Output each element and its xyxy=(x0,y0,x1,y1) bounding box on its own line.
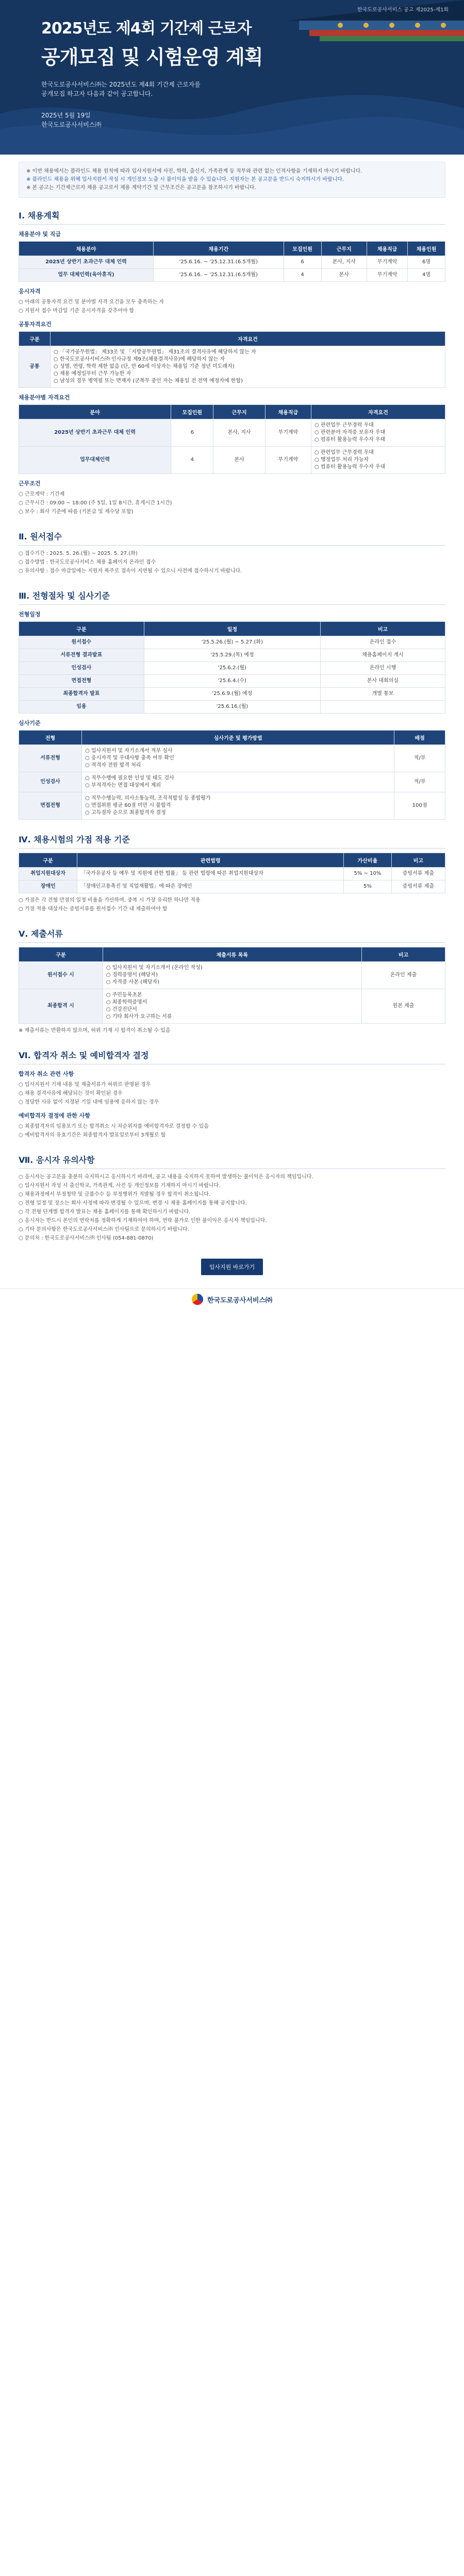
table-cell: 무기계약 xyxy=(265,419,311,447)
documents-note: ※ 제출서류는 반환하지 않으며, 허위 기재 시 합격이 취소될 수 있음 xyxy=(19,1028,171,1033)
subsection-title: 공통자격요건 xyxy=(19,321,52,328)
table-cell: 원서접수 xyxy=(19,636,144,649)
common-qualification-table xyxy=(19,331,445,388)
table-cell: ○ 주민등록초본 ○ 최종학력증명서 ○ 건강진단서 ○ 기타 회사가 요구하는 서류 xyxy=(103,989,361,1024)
recruitment-table xyxy=(19,241,445,282)
table-row xyxy=(19,880,445,893)
application-method: ○ 접수방법 : 한국도로공사서비스 채용 홈페이지 온라인 접수 xyxy=(19,560,156,565)
applicant-note: ○ 채용과정에서 부정청탁 및 금품수수 등 부정행위가 적발될 경우 합격이 취소됩니다. xyxy=(19,1192,211,1197)
table-cell: 증빙서류 제출 xyxy=(391,868,445,880)
table-header: 구분 xyxy=(19,853,77,868)
table-cell: 증빙서류 제출 xyxy=(391,880,445,893)
applicant-note: ○ 기타 문의사항은 한국도로공사서비스㈜ 인사팀으로 문의하시기 바랍니다. xyxy=(19,1227,189,1232)
table-cell: '25.6.4.(수) xyxy=(144,675,320,688)
table-header: 근무지 xyxy=(213,405,265,419)
hero-banner xyxy=(0,0,464,155)
hero-desc-line: 한국도로공사서비스㈜는 2025년도 제4회 기간제 근로자를 xyxy=(41,81,201,88)
subsection-title: 심사기준 xyxy=(19,720,41,726)
table-header: 가산비율 xyxy=(344,853,392,868)
apply-button[interactable]: 입사지원 바로가기 xyxy=(201,1259,263,1275)
table-cell: 온라인 시행 xyxy=(321,662,445,675)
table-header: 관련법령 xyxy=(77,853,344,868)
table-cell: 서류전형 결과발표 xyxy=(19,649,144,662)
table-cell: 업무 대체인력(육아휴직) xyxy=(19,269,154,282)
table-header: 일정 xyxy=(144,622,320,636)
bonus-note: ○ 가점 적용 대상자는 증빙서류를 원서접수 기간 내 제출하여야 함 xyxy=(19,906,168,912)
applicant-note: ○ 전형 일정 및 장소는 회사 사정에 따라 변경될 수 있으며, 변경 시 채용 홈페이지를 통해 공지합니다. xyxy=(19,1200,247,1206)
table-cell: 면접전형 xyxy=(19,792,82,820)
table-cell: 임용 xyxy=(19,701,144,714)
table-cell: 채용홈페이지 게시 xyxy=(321,649,445,662)
table-cell: 100점 xyxy=(394,792,445,820)
table-header: 채용기간 xyxy=(153,242,284,256)
table-header: 채용직급 xyxy=(265,405,311,419)
table-row xyxy=(19,636,445,649)
section-recruitment-plan xyxy=(19,209,445,519)
subsection-title: 전형일정 xyxy=(19,611,41,618)
table-cell: 4 xyxy=(171,447,213,474)
table-header: 구분 xyxy=(19,622,144,636)
bonus-points-table xyxy=(19,853,445,893)
section-bonus-points xyxy=(19,833,445,916)
table-header: 근무지 xyxy=(321,242,367,256)
table-header: 비고 xyxy=(321,622,445,636)
table-header: 비고 xyxy=(362,947,445,962)
table-cell: '25.6.2.(월) xyxy=(144,662,320,675)
work-condition: ○ 근로계약 : 기간제 xyxy=(19,492,65,497)
table-cell: 원본 제출 xyxy=(362,989,445,1024)
page-title: 공개모집 및 시험운영 계획 xyxy=(41,46,263,69)
schedule-table xyxy=(19,621,445,714)
section-title: Ⅵ. 합격자 취소 및 예비합격자 결정 xyxy=(19,1049,445,1064)
table-cell xyxy=(321,701,445,714)
hero-date-block xyxy=(41,111,262,129)
table-header: 모집인원 xyxy=(171,405,213,419)
table-cell: 본사 xyxy=(321,269,367,282)
table-header: 심사기준 및 평가방법 xyxy=(82,731,394,745)
table-cell: ○ 입사지원서 및 자기소개서 (온라인 작성) ○ 경력증명서 (해당자) ○ 자격증 사본 (해당자) xyxy=(103,962,361,989)
table-cell: ○ 관련업무 근무경력 우대 ○ 관련분야 자격증 보유자 우대 ○ 컴퓨터 활용능력 우수자 우대 xyxy=(311,419,445,447)
section-title: Ⅰ. 채용계획 xyxy=(19,209,445,225)
section-application xyxy=(19,530,445,578)
section-title: Ⅱ. 원서접수 xyxy=(19,530,445,546)
evaluation-criteria-table xyxy=(19,730,445,820)
table-row xyxy=(19,772,445,792)
reserve-item: ○ 예비합격자의 유효기간은 최종합격자 발표일로부터 3개월로 함 xyxy=(19,1132,166,1138)
table-row xyxy=(19,868,445,880)
application-caution: ○ 유의사항 : 접수 마감일에는 지원자 폭주로 접속이 지연될 수 있으니 사전에 접수하시기 바랍니다. xyxy=(19,568,242,574)
table-cell: 2025년 상반기 초과근무 대체 인력 xyxy=(19,419,171,447)
table-row xyxy=(19,688,445,701)
table-cell: 온라인 제출 xyxy=(362,962,445,989)
table-row xyxy=(19,792,445,820)
table-cell: 온라인 접수 xyxy=(321,636,445,649)
table-cell: '25.5.29.(목) 예정 xyxy=(144,649,320,662)
work-condition: ○ 보수 : 회사 기준에 따름 (기본급 및 제수당 포함) xyxy=(19,509,134,515)
table-cell: 무기계약 xyxy=(367,269,408,282)
contact-info: ○ 문의처 : 한국도로공사서비스㈜ 인사팀 (054-881-0870) xyxy=(19,1235,154,1241)
table-cell: 본사, 지사 xyxy=(213,419,265,447)
table-cell: 면접전형 xyxy=(19,675,144,688)
notice-line: ※ 이번 채용에서는 블라인드 채용 원칙에 따라 입사지원서에 사진, 학력, 출신지, 가족관계 등 직무와 관련 없는 인적사항을 기재하지 마시기 바랍니다. xyxy=(26,168,362,174)
table-cell: 인성검사 xyxy=(19,772,82,792)
documents-table xyxy=(19,947,445,1024)
dancheong-roof-icon xyxy=(278,0,464,155)
hero-year-line: 2025년도 제4회 기간제 근로자 xyxy=(41,20,252,38)
table-row xyxy=(19,649,445,662)
table-cell: 무기계약 xyxy=(265,447,311,474)
notice-line: ※ 본 공고는 기간제근로자 채용 공고로서 채용 계약기간 및 근무조건은 공고문을 참조하시기 바랍니다. xyxy=(26,185,256,191)
footer xyxy=(0,1289,464,1310)
table-cell: 5% ~ 10% xyxy=(344,868,392,880)
table-row xyxy=(19,269,445,282)
subsection-title: 채용분야별 자격요건 xyxy=(19,394,70,401)
table-cell: ○ 직무수행능력, 의사소통능력, 조직적합성 등 종합평가 ○ 면접위원 평균 60점 미만 시 불합격 ○ 고득점자 순으로 최종합격자 결정 xyxy=(82,792,394,820)
table-cell: 원서접수 시 xyxy=(19,962,103,989)
table-row xyxy=(19,346,445,388)
notice-box xyxy=(19,162,445,198)
work-condition: ○ 근무시간 : 09:00 ~ 18:00 (주 5일, 1일 8시간, 휴게시간 1시간) xyxy=(19,500,172,506)
table-header: 분야 xyxy=(19,405,171,419)
table-cell: 공통 xyxy=(19,346,51,388)
section-selection-process xyxy=(19,589,445,822)
cancellation-item: ○ 입사지원서 기재 내용 및 제출서류가 허위로 판명된 경우 xyxy=(19,1082,151,1088)
table-cell: 최종합격자 발표 xyxy=(19,688,144,701)
qualification-note: ○ 지원서 접수 마감일 기준 응시자격을 갖추어야 함 xyxy=(19,308,135,314)
table-cell: 본사, 지사 xyxy=(321,256,367,269)
table-row xyxy=(19,989,445,1024)
table-cell: 최종합격 시 xyxy=(19,989,103,1024)
table-cell: 「장애인고용촉진 및 직업재활법」에 따른 장애인 xyxy=(77,880,344,893)
reserve-item: ○ 최종합격자의 임용포기 또는 합격취소 시 차순위자를 예비합격자로 결정할 수 있음 xyxy=(19,1124,209,1129)
subsection-title: 합격자 취소 관련 사항 xyxy=(19,1071,74,1077)
table-cell: 4 xyxy=(284,269,321,282)
table-cell: ○ 직무수행에 필요한 인성 및 태도 검사 ○ 부적격자는 면접 대상에서 제외 xyxy=(82,772,394,792)
table-row xyxy=(19,419,445,447)
section-title: Ⅲ. 전형절차 및 심사기준 xyxy=(19,589,445,605)
table-row xyxy=(19,745,445,772)
cancellation-item: ○ 채용 결격사유에 해당되는 것이 확인된 경우 xyxy=(19,1091,123,1096)
hero-desc-line: 공개모집 하고자 다음과 같이 공고합니다. xyxy=(41,90,153,97)
table-cell: 인성검사 xyxy=(19,662,144,675)
table-cell: '25.6.16. ~ '25.12.31.(6.5개월) xyxy=(153,269,284,282)
table-row xyxy=(19,256,445,269)
table-cell: ○ 입사지원서 및 자기소개서 적부 심사 ○ 응시자격 및 우대사항 충족 여부 확인 ○ 적격자 전원 합격 처리 xyxy=(82,745,394,772)
table-cell: 개별 통보 xyxy=(321,688,445,701)
table-header: 모집인원 xyxy=(284,242,321,256)
table-cell: 2025년 상반기 초과근무 대체 인력 xyxy=(19,256,154,269)
table-header: 채용인원 xyxy=(408,242,445,256)
table-header: 전형 xyxy=(19,731,82,745)
table-cell: 적/부 xyxy=(394,745,445,772)
table-cell: 6명 xyxy=(408,256,445,269)
table-header: 구분 xyxy=(19,947,103,962)
table-header: 배점 xyxy=(394,731,445,745)
section-title: Ⅴ. 제출서류 xyxy=(19,927,445,943)
table-cell: 「국가유공자 등 예우 및 지원에 관한 법률」 등 관련 법령에 따른 취업지원대상자 xyxy=(77,868,344,880)
table-row xyxy=(19,701,445,714)
table-cell: 무기계약 xyxy=(367,256,408,269)
hero-org: 한국도로공사서비스㈜ xyxy=(41,121,102,128)
table-cell: 적/부 xyxy=(394,772,445,792)
table-cell: 본사 대회의실 xyxy=(321,675,445,688)
notice-line: ※ 블라인드 채용을 위해 입사지원서 작성 시 개인정보 노출 시 불이익을 받을 수 있습니다. 지원자는 본 공고문을 반드시 숙지하시기 바랍니다. xyxy=(26,177,344,182)
applicant-note: ○ 입사지원서 작성 시 출신학교, 가족관계, 사진 등 개인정보를 기재하지 마시기 바랍니다. xyxy=(19,1183,221,1189)
table-row xyxy=(19,447,445,474)
applicant-note: ○ 응시자는 반드시 본인의 연락처를 정확하게 기재하여야 하며, 연락 불가로 인한 불이익은 응시자 책임입니다. xyxy=(19,1218,267,1224)
table-cell: 6 xyxy=(284,256,321,269)
table-cell: 6 xyxy=(171,419,213,447)
subsection-title: 채용분야 및 직급 xyxy=(19,231,61,238)
table-cell: 4명 xyxy=(408,269,445,282)
subsection-title: 예비합격자 결정에 관한 사항 xyxy=(19,1112,90,1119)
table-header: 채용분야 xyxy=(19,242,154,256)
bonus-note: ○ 가점은 각 전형 만점의 일정 비율을 가산하며, 중복 시 가장 유리한 하나만 적용 xyxy=(19,897,201,903)
table-cell: 장애인 xyxy=(19,880,77,893)
table-row xyxy=(19,662,445,675)
table-header: 자격요건 xyxy=(51,332,445,346)
table-cell: 서류전형 xyxy=(19,745,82,772)
section-title: Ⅶ. 응시자 유의사항 xyxy=(19,1154,445,1169)
table-cell: '25.6.16.(월) xyxy=(144,701,320,714)
table-header: 자격요건 xyxy=(311,405,445,419)
subsection-title: 응시자격 xyxy=(19,288,41,295)
applicant-note: ○ 각 전형 단계별 합격자 발표는 채용 홈페이지를 통해 확인하시기 바랍니다. xyxy=(19,1209,191,1215)
company-logo-icon xyxy=(192,1294,203,1305)
section-title: Ⅳ. 채용시험의 가점 적용 기준 xyxy=(19,833,445,849)
cancellation-item: ○ 정당한 사유 없이 지정된 기일 내에 임용에 응하지 않는 경우 xyxy=(19,1099,159,1105)
hero-description xyxy=(41,80,262,98)
table-cell: '25.5.26.(월) ~ 5.27.(화) xyxy=(144,636,320,649)
table-cell: 5% xyxy=(344,880,392,893)
section-documents xyxy=(19,927,445,1038)
applicant-note: ○ 응시자는 공고문을 충분히 숙지하시고 응시하시기 바라며, 공고 내용을 숙지하지 못하여 발생하는 불이익은 응시자의 책임입니다. xyxy=(19,1174,313,1180)
application-period: ○ 접수기간 : 2025. 5. 26.(월) ~ 2025. 5. 27.(화) xyxy=(19,551,138,556)
company-name: 한국도로공사서비스㈜ xyxy=(207,1296,273,1304)
table-header: 제출서류 목록 xyxy=(103,947,361,962)
hero-top-caption: 한국도로공사서비스 공고 제2025-제1회 xyxy=(357,7,449,13)
table-cell: 본사 xyxy=(213,447,265,474)
table-cell: ○ 「국가공무원법」 제33조 및 「지방공무원법」 제31조의 결격사유에 해당하지 않는 자 ○ 한국도로공사서비스㈜ 인사규정 제9조(채용결격사유)에 해당하지 않는 자 ○ 성별, 연령, 학력 제한 없음 (단, 만 60세 이상자는 채용일 기준 정년 미도래자) ○ 채용 예정일부터 근무 가능한 자 ○ 남성의 경우 병역필 또는 면제자 (군복무 중인 자는 채용일 전 전역 예정자에 한함) xyxy=(51,346,445,388)
qualification-note: ○ 아래의 공통자격 요건 및 분야별 자격 요건을 모두 충족하는 자 xyxy=(19,299,164,305)
table-cell: ○ 관련업무 근무경력 우대 ○ 행정업무 처리 가능자 ○ 컴퓨터 활용능력 우수자 우대 xyxy=(311,447,445,474)
table-cell: '25.6.9.(월) 예정 xyxy=(144,688,320,701)
table-header: 비고 xyxy=(391,853,445,868)
table-cell: '25.6.16. ~ '25.12.31.(6.5개월) xyxy=(153,256,284,269)
section-cancellation xyxy=(19,1049,445,1142)
hero-date: 2025년 5월 19일 xyxy=(41,112,91,119)
table-header: 채용직급 xyxy=(367,242,408,256)
table-cell: 취업지원대상자 xyxy=(19,868,77,880)
table-header: 구분 xyxy=(19,332,51,346)
section-applicant-notes xyxy=(19,1154,445,1245)
table-cell: 업무대체인력 xyxy=(19,447,171,474)
table-row xyxy=(19,962,445,989)
subsection-title: 근무조건 xyxy=(19,480,41,487)
field-qualification-table xyxy=(19,404,445,474)
table-row xyxy=(19,675,445,688)
